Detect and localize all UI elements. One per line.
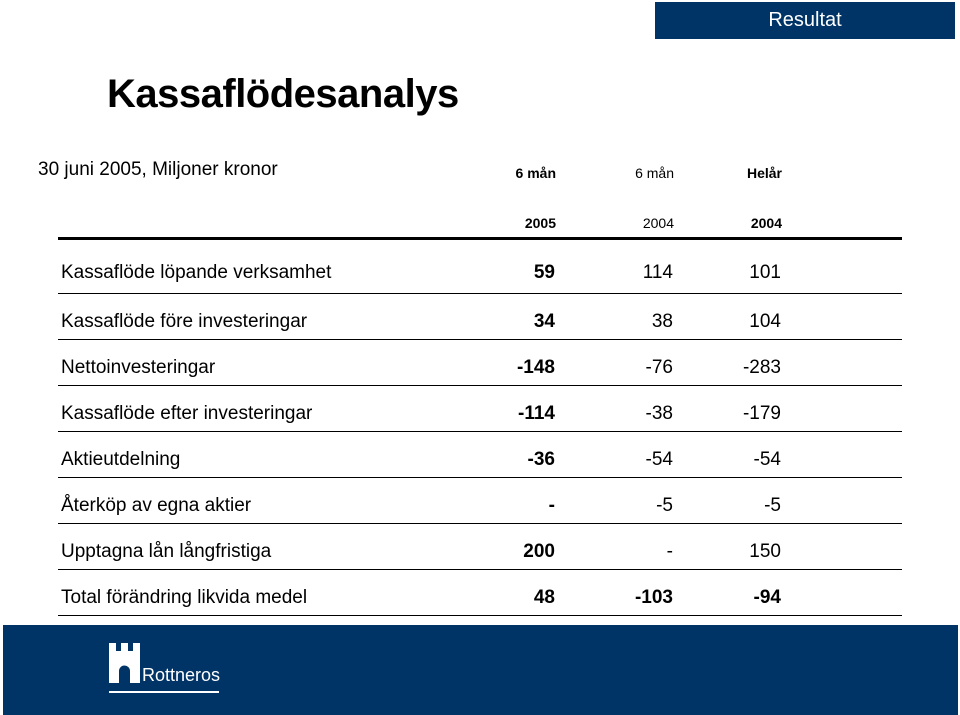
table-row	[58, 340, 902, 386]
table-row	[58, 478, 902, 524]
table-row	[58, 294, 902, 340]
table-row	[58, 386, 902, 432]
row-value-2005: -148	[516, 357, 555, 378]
column-2-year: 2004	[642, 215, 674, 231]
row-value-2004-full: -5	[764, 495, 781, 516]
row-label: Total förändring likvida medel	[61, 587, 308, 608]
castle-tower-icon	[109, 643, 141, 683]
column-1-year: 2005	[524, 215, 556, 231]
row-value-2004-full: -283	[742, 357, 781, 378]
row-value-2004-full: 150	[749, 541, 781, 562]
table-row	[58, 432, 902, 478]
row-value-2004-half: -76	[645, 357, 673, 378]
row-value-2005: -	[548, 495, 555, 516]
row-label: Aktieutdelning	[61, 449, 181, 470]
row-value-2004-full: 104	[749, 311, 781, 332]
row-value-2005: 59	[533, 262, 555, 283]
row-value-2004-full: 101	[749, 262, 781, 283]
row-label: Kassaflöde före investeringar	[61, 311, 308, 332]
row-value-2004-half: -38	[645, 403, 673, 424]
company-logo	[109, 641, 221, 701]
page-subtitle: 30 juni 2005, Miljoner kronor	[38, 159, 278, 180]
page-title: Kassaflödesanalys	[107, 72, 459, 116]
row-label: Återköp av egna aktier	[61, 495, 252, 516]
table-row-total	[58, 570, 902, 616]
row-label: Kassaflöde efter investeringar	[61, 403, 313, 424]
row-label: Nettoinvesteringar	[61, 357, 216, 378]
row-label: Kassaflöde löpande verksamhet	[61, 262, 332, 283]
row-value-2004-half: 114	[642, 262, 673, 283]
row-value-2005: -114	[518, 403, 555, 424]
row-value-2005: -36	[527, 449, 555, 470]
column-3-year: 2004	[750, 215, 782, 231]
table-row	[58, 237, 902, 294]
column-3-period: Helår	[746, 165, 782, 181]
logo-underline	[109, 691, 219, 693]
cashflow-table	[58, 237, 902, 616]
row-value-2004-full: -54	[753, 449, 781, 470]
column-1-period: 6 mån	[515, 165, 556, 181]
section-tab: Resultat	[655, 2, 955, 39]
row-value-2004-full: -94	[753, 587, 781, 608]
row-value-2005: 200	[523, 541, 555, 562]
row-value-2004-half: 38	[651, 311, 673, 332]
row-value-2004-full: -179	[742, 403, 781, 424]
row-value-2004-half: -54	[645, 449, 673, 470]
table-row	[58, 524, 902, 570]
footer-bar	[3, 625, 958, 715]
row-value-2004-half: -5	[656, 495, 673, 516]
row-value-2004-half: -	[666, 541, 673, 562]
row-label: Upptagna lån långfristiga	[61, 541, 272, 562]
column-2-period: 6 mån	[635, 165, 674, 181]
company-name: Rottneros	[142, 665, 221, 685]
row-value-2005: 34	[533, 311, 555, 332]
row-value-2005: 48	[533, 587, 555, 608]
row-value-2004-half: -103	[634, 587, 673, 608]
